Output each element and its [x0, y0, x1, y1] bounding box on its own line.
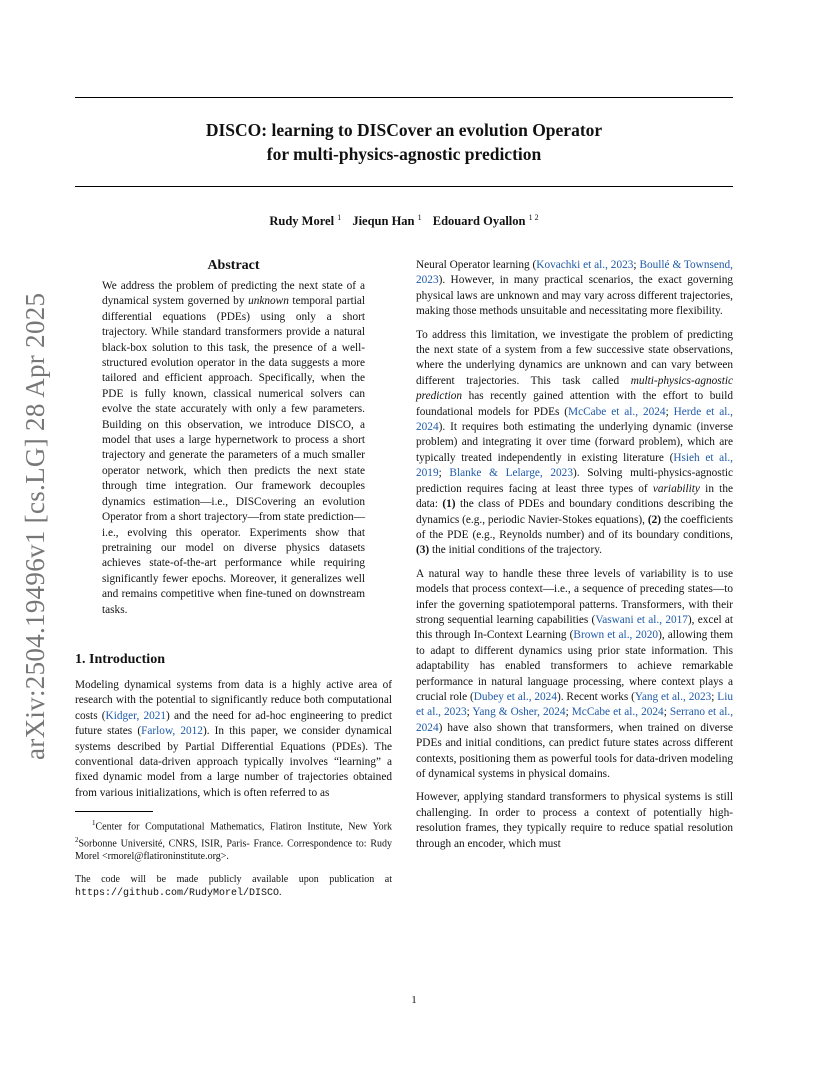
emphasis-text: variability: [652, 482, 700, 495]
citation-link[interactable]: Yang et al., 2023: [634, 690, 712, 703]
title-rule-bottom: [75, 186, 733, 187]
author-1: [269, 214, 341, 228]
footnote-text: Sorbonne Université, CNRS, ISIR, Paris- France. Correspondence to: Rudy Morel <rmorel@flatironinstitute.org>.: [75, 837, 392, 862]
body-text: ;: [663, 706, 670, 719]
body-paragraph: [416, 258, 733, 320]
citation-link[interactable]: Kovachki et al., 2023: [536, 259, 634, 271]
abstract-body: [102, 279, 365, 618]
body-text: To address this limitation, we investigate the problem of predicting the next state of a system from a few successive state observations, where the underlying dynamics are unknown and can vary between different trajectories. This task called: [416, 328, 733, 387]
citation-link[interactable]: Farlow, 2012: [141, 725, 203, 738]
bold-marker: (3): [416, 544, 430, 557]
body-text: ), excel at this through In-Context Learning (: [416, 613, 734, 642]
page-number: 1: [411, 994, 417, 1006]
title-line-2: for multi-physics-agnostic prediction: [266, 144, 542, 164]
body-text: ). However, in many practical scenarios, the exact governing physical laws are unknown and may vary across different trajectories, making those methods unsuitable and necessitating more flexibility.: [416, 274, 733, 318]
body-text: ;: [466, 706, 473, 719]
body-paragraph: [416, 328, 733, 559]
citation-link[interactable]: Blanke & Lelarge, 2023: [449, 467, 573, 480]
emphasis-text: multi-physics-agnostic prediction: [416, 374, 733, 403]
body-text: A natural way to handle these three levels of variability is to use models that process context—i.e., a sequence of preceding states—to infer the governing spatiotemporal patterns. Transformers, with their strong sequential learning capabilities (: [416, 567, 733, 626]
author-affiliation: 1: [417, 213, 422, 222]
affiliation-footnote: [75, 817, 392, 863]
abstract-emphasis: unknown: [248, 295, 289, 308]
body-text: ). Recent works (: [556, 690, 635, 703]
body-text: ). In this paper, we consider dynamical systems described by Partial Differential Equations (PDEs). The conventional data-driven approach typically involves “learning” a fixed dynamic model from a large number of trajectories obtained from various initializations, which is often referred to as: [75, 725, 393, 799]
citation-link[interactable]: Brown et al., 2020: [573, 629, 659, 642]
author-name: Jiequn Han: [352, 214, 415, 229]
title-line-1: DISCO: learning to DISCover an evolution Operator: [205, 120, 603, 140]
citation-link[interactable]: Liu et al., 2023: [416, 690, 733, 719]
body-text: ). Solving multi-physics-agnostic prediction requires facing at least three types of: [416, 467, 733, 495]
abstract-text: temporal partial differential equations (PDEs) using only a short trajectory. While standard transformers provide a natural black-box solution to this task, the presence of a well-structured evolution operator in the data suggests a more tailored and efficient approach. Specifically, when the PDE is fully known, classical numerical solvers can evolve the state accurately with only a few parameters. Building on this observation, we introduce DISCO, a model that uses a large hypernetwork to process a short trajectory and generate the parameters of a much smaller operator network, which then predicts the next state through time integration. Our framework decouples dynamics estimation—i.e., DISCovering an evolution Operator from a short trajectory—from state prediction—i.e., evolving this operator. Experiments show that pretraining our model on diverse physics datasets achieves state-of-the-art performance while requiring significantly fewer epochs. Moreover, it generalizes well and remains competitive when fine-tuned on downstream tasks.: [102, 295, 366, 616]
author-affiliation: 1: [337, 213, 342, 222]
citation-link[interactable]: Vaswani et al., 2017: [595, 613, 688, 626]
body-text: the initial conditions of the trajectory.: [429, 544, 602, 557]
footnote-mark: 1: [91, 819, 96, 828]
bold-marker: (1): [442, 498, 456, 511]
body-text: Neural Operator learning (: [416, 259, 537, 271]
code-availability-note: [75, 873, 392, 900]
citation-link[interactable]: Kidger, 2021: [105, 709, 167, 722]
footnote-mark: 2: [75, 835, 79, 844]
body-text: Modeling dynamical systems from data is a highly active area of research with the potential to significantly reduce both computational costs (: [75, 678, 392, 722]
body-text: the class of PDEs and boundary conditions describing the dynamics (e.g., periodic Navier-Stokes equations),: [416, 498, 733, 526]
citation-link[interactable]: Dubey et al., 2024: [473, 690, 557, 703]
footnote-text: Center for Computational Mathematics, Flatiron Institute, New York: [95, 821, 393, 833]
author-2: [352, 214, 421, 228]
author-name: Rudy Morel: [269, 214, 335, 229]
author-3: [433, 214, 539, 228]
body-text: ;: [565, 706, 572, 719]
body-text: the coefficients of the PDE (e.g., Reynolds number) and of its boundary conditions,: [416, 513, 734, 541]
body-paragraph: However, applying standard transformers to physical systems is still challenging. In order to process a context of potentially high-resolution frames, they typically require to reduce spatial resolution through an encoder, which must: [416, 791, 733, 850]
citation-link[interactable]: McCabe et al., 2024: [571, 706, 664, 719]
citation-link[interactable]: Serrano et al., 2024: [416, 706, 734, 734]
intro-paragraph: [75, 678, 392, 801]
paper-title: [75, 118, 733, 166]
author-list: [75, 213, 733, 229]
abstract-text: We address the problem of predicting the next state of a dynamical system governed by: [102, 280, 365, 308]
body-text: in the data:: [416, 482, 733, 511]
body-text: ). It requires both estimating the underlying dynamic (inverse problem) and integrating it over time (forward problem), which are typically treated independently in existing literature (: [416, 421, 733, 464]
citation-link[interactable]: Hsieh et al., 2019: [416, 451, 733, 480]
body-text: ;: [438, 467, 450, 480]
footnote-text: .: [279, 886, 282, 898]
body-text: ) have also shown that transformers, when trained on diverse PDEs and initial conditions, can predict future states across different contexts, positioning them as powerful tools for data-driven modeling of dynamical systems in physical domains.: [416, 721, 733, 780]
abstract-heading: Abstract: [207, 258, 260, 273]
bold-marker: (2): [647, 513, 661, 526]
title-rule-top: [75, 97, 733, 98]
section-heading-introduction: 1. Introduction: [75, 651, 165, 667]
citation-link[interactable]: Boullé & Townsend, 2023: [416, 259, 733, 287]
body-text: ;: [665, 405, 674, 418]
right-column: [416, 258, 733, 860]
body-text: ;: [633, 259, 640, 271]
body-text: has recently gained attention with the effort to build foundational models for PDEs (: [416, 390, 733, 418]
body-paragraph: [416, 567, 733, 783]
arxiv-stamp: arXiv:2504.19496v1 [cs.LG] 28 Apr 2025: [20, 292, 50, 760]
footnote-separator: [75, 811, 153, 812]
code-url-link[interactable]: https://github.com/RudyMorel/DISCO: [75, 887, 280, 899]
author-affiliation: 1 2: [528, 213, 539, 222]
body-text: ;: [711, 690, 718, 703]
citation-link[interactable]: Herde et al., 2024: [416, 405, 733, 434]
left-column: [75, 258, 392, 910]
citation-link[interactable]: McCabe et al., 2024: [568, 405, 666, 418]
body-text: ) and the need for ad-hoc engineering to predict future states (: [75, 709, 392, 738]
footnote-text: The code will be made publicly available upon publication at: [75, 873, 392, 885]
body-text: ), allowing them to adapt to different dynamics using prior state information. This adaptability has enabled transformers to achieve remarkable performance in natural language processing, where context plays a crucial role (: [416, 629, 733, 703]
author-name: Edouard Oyallon: [432, 214, 526, 229]
citation-link[interactable]: Yang & Osher, 2024: [472, 706, 566, 719]
